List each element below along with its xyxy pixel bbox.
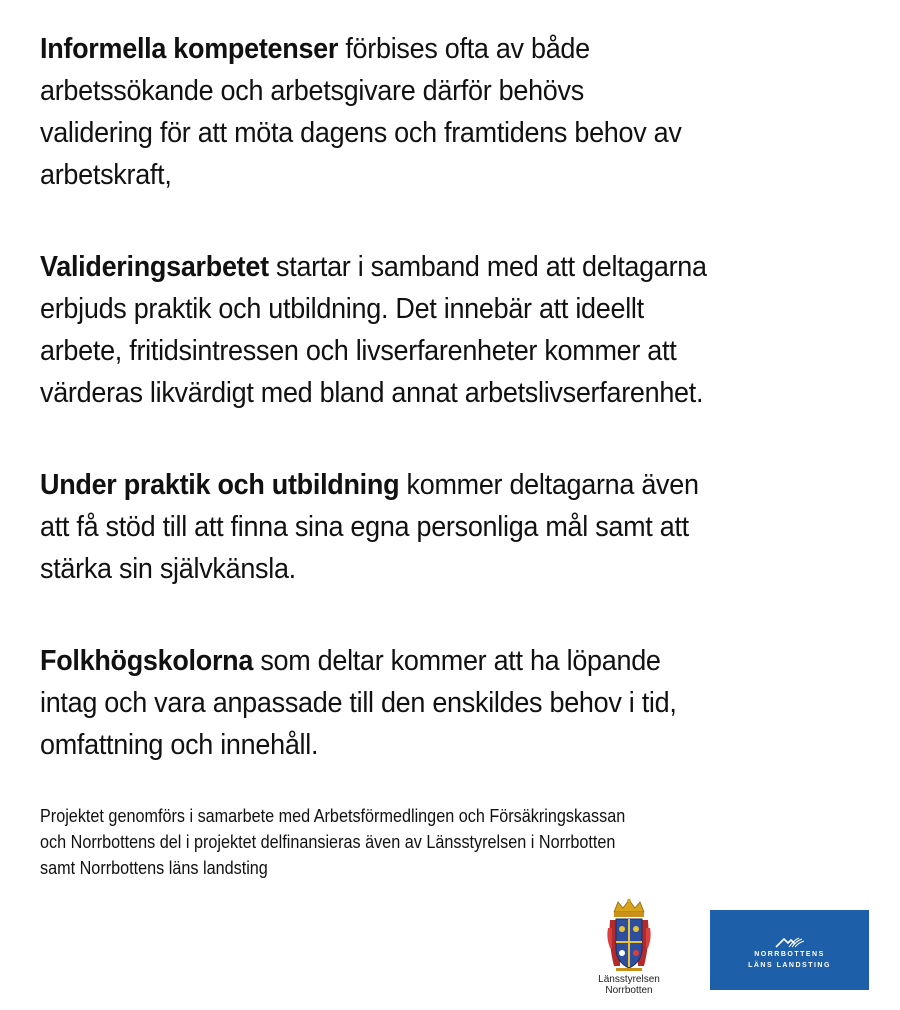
lead-term: Informella kompetenser xyxy=(40,33,339,65)
lansstyrelsen-logo: Länsstyrelsen Norrbotten xyxy=(588,898,670,1003)
paragraph-folkhogskolorna: Folkhögskolorna som deltar kommer att ha löpande intag och vara anpassade till den enskildes behov i tid, omfattning och innehåll. xyxy=(40,645,677,761)
paragraph-informella: Informella kompetenser förbises ofta av både arbetssökande och arbetsgivare därför behövs validering för att möta dagens och framtidens behov av arbetskraft, xyxy=(40,33,682,191)
paragraph-valideringsarbetet: Valideringsarbetet startar i samband med att deltagarna erbjuds praktik och utbildning. Det innebär att ideellt arbete, fritidsintressen och livserfarenheter kommer att värderas likvärdigt med bland annat arbetslivserfarenhet. xyxy=(40,251,707,409)
coat-of-arms-icon xyxy=(606,898,652,974)
norrbottens-lans-landsting-logo: NORRBOTTENS LÄNS LANDSTING xyxy=(710,910,869,990)
funding-note: Projektet genomförs i samarbete med Arbetsförmedlingen och Försäkringskassan och Norrbottens del i projektet delfinansieras även av Länsstyrelsen i Norrbotten samt Norrbottens läns landsting xyxy=(40,806,626,878)
lead-term: Folkhögskolorna xyxy=(40,645,254,677)
lead-term: Under praktik och utbildning xyxy=(40,469,400,501)
paragraph-praktik: Under praktik och utbildning kommer deltagarna även att få stöd till att finna sina egna personliga mål samt att stärka sin självkänsla. xyxy=(40,469,699,585)
document-body xyxy=(40,28,870,816)
lead-term: Valideringsarbetet xyxy=(40,251,269,283)
wave-mark-icon xyxy=(775,936,805,948)
